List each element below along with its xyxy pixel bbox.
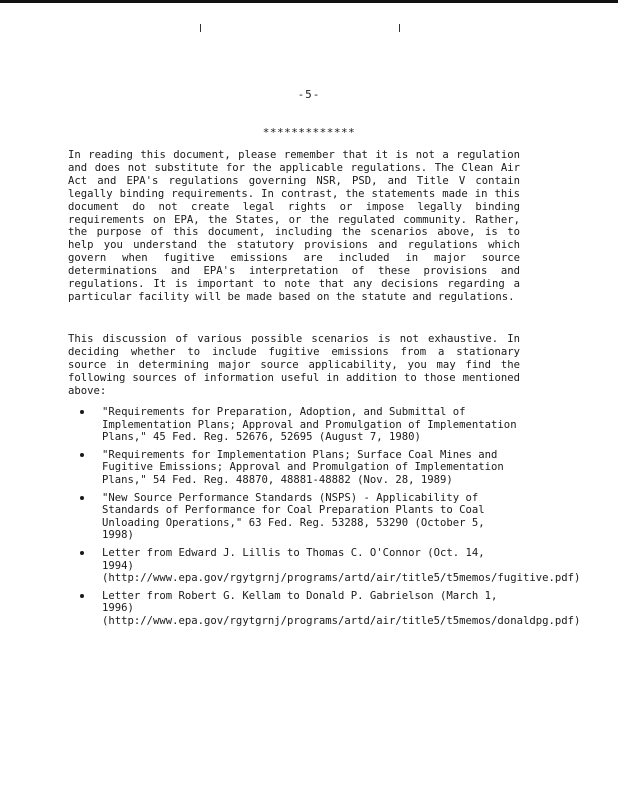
reference-text: "Requirements for Implementation Plans; Surface Coal Mines and Fugitive Emissions; Approval and Promulgation of Implementation Plans," 54 Fed. Reg. 48870, 48881-48882 (Nov. 28, 1989)	[102, 448, 504, 486]
reference-item	[74, 449, 522, 487]
bullet-icon	[80, 496, 84, 500]
reference-text: "Requirements for Preparation, Adoption, and Submittal of Implementation Plans; Approval and Promulgation of Implementation Plans," 45 Fed. Reg. 52676, 52695 (August 7, 1980)	[102, 406, 517, 444]
bullet-icon	[80, 453, 84, 457]
bullet-icon	[80, 410, 84, 414]
reference-item	[74, 492, 522, 542]
section-separator: *************	[262, 126, 356, 139]
scan-mark-right	[399, 24, 400, 32]
scan-mark-left	[200, 24, 201, 32]
reference-text: "New Source Performance Standards (NSPS) - Applicability of Standards of Performance for Coal Preparation Plants to Coal Unloading Operations," 63 Fed. Reg. 53288, 53290 (October 5, 1998)	[102, 491, 485, 542]
reference-text: Letter from Edward J. Lillis to Thomas C. O'Connor (Oct. 14, 1994)(http://www.epa.gov/rgytgrnj/programs/artd/air/title5/t5memos/fugitive.pdf)	[102, 546, 581, 585]
scope-paragraph: This discussion of various possible scenarios is not exhaustive. In deciding whether to include fugitive emissions from a stationary source in determining major source applicability, you may find the following sources of information useful in addition to those mentioned above:	[68, 333, 520, 397]
reference-item	[74, 589, 581, 628]
reference-item	[74, 406, 522, 444]
reference-text: Letter from Robert G. Kellam to Donald P. Gabrielson (March 1, 1996) (http://www.epa.gov/rgytgrnj/programs/artd/air/title5/t5memos/donaldpg.pdf)	[102, 589, 581, 627]
page-number: -5-	[297, 88, 321, 101]
reference-item	[74, 546, 581, 585]
bullet-icon	[80, 594, 84, 598]
bullet-icon	[80, 551, 84, 555]
reference-list	[74, 406, 581, 633]
page-top-border	[0, 0, 618, 3]
disclaimer-paragraph: In reading this document, please remember that it is not a regulation and does not substitute for the applicable regulations. The Clean Air Act and EPA's regulations governing NSR, PSD, and Title V contain legally binding requirements. In contrast, the statements made in this document do not create legal rights or impose legally binding requirements on EPA, the States, or the regulated community. Rather, the purpose of this document, including the scenarios above, is to help you understand the statutory provisions and regulations which govern when fugitive emissions are included in major source determinations and EPA's interpretation of these provisions and regulations. It is important to note that any decisions regarding a particular facility will be made based on the statute and regulations.	[68, 149, 520, 303]
